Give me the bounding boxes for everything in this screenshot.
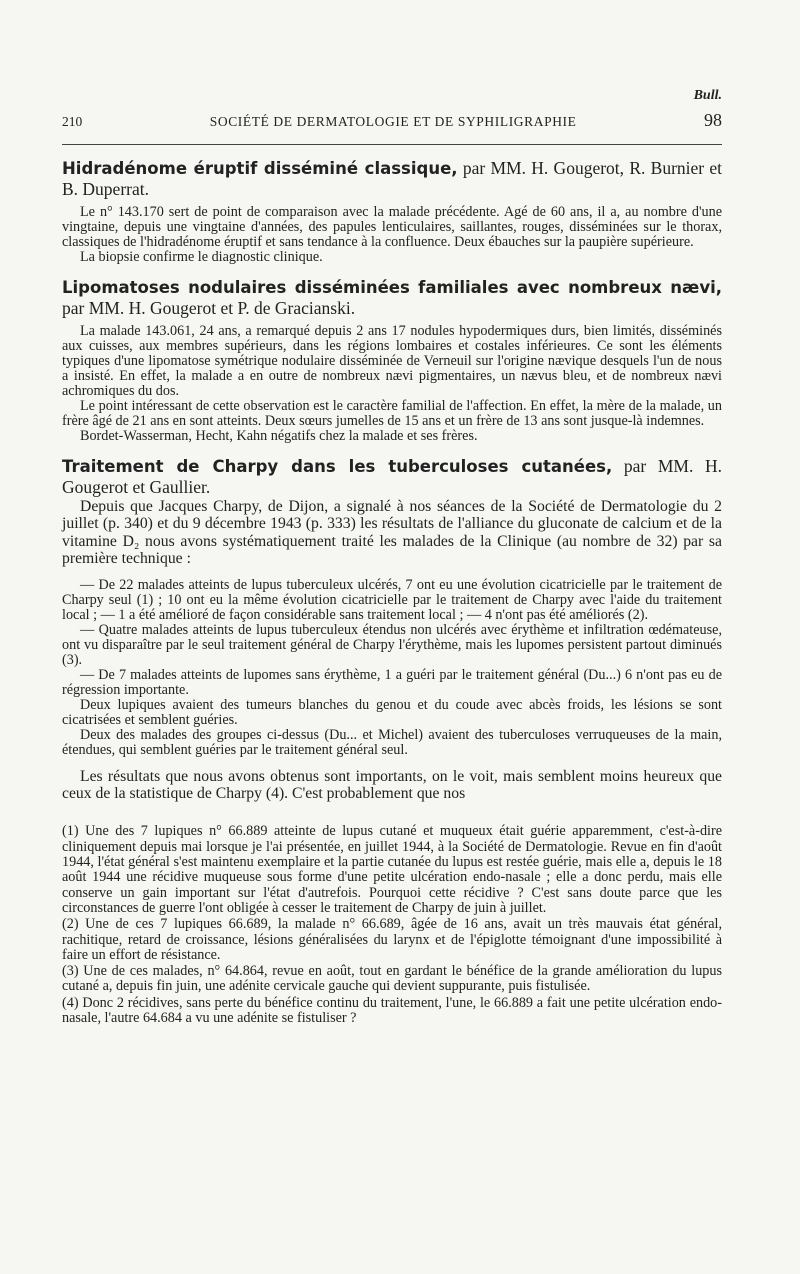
issue-number: 98 [703,110,722,130]
running-title: SOCIÉTÉ DE DERMATOLOGIE ET DE SYPHILIGRAPHIE [209,114,577,129]
result-item: — De 7 malades atteints de lupomes sans érythème, 1 a guéri par le traitement général (Du...) 6 n'ont pas eu de régression importante. [62,666,722,698]
section-authors: par MM. H. Gougerot, R. Burnier et B. Duperrat. [62,158,723,199]
section-title: Traitement de Charpy dans les tuberculoses cutanées, [62,457,613,476]
conclusion-block [62,768,722,803]
section-heading [62,277,722,319]
section-heading [62,456,722,498]
paragraph: Les résultats que nous avons obtenus sont importants, on le voit, mais semblent moins heureux que ceux de la statistique de Charpy (4). C'est probablement que nos [62,767,722,803]
footnote: (4) Donc 2 récidives, sans perte du bénéfice continu du traitement, l'une, le 66.889 a fait une petite ulcération endo-nasale, l'autre 64.684 a vu une adénite se fistuliser ? [62,994,722,1026]
results-block [62,578,722,758]
paragraph: La malade 143.061, 24 ans, a remarqué depuis 2 ans 17 nodules hypodermiques durs, bien limités, disséminés aux cuisses, aux membres supérieurs, dans les régions lombaires et costales inférieures. Ce sont les éléments typiques d'une lipomatose symétrique nodulaire disséminée de Verneuil sur l'origine nævique desquels l'un de nous a insisté. En effet, la malade a en outre de nombreux nævi pigmentaires, un nævus bleu, et de nombreux nævi achromiques du dos. [62,323,722,399]
running-head [62,110,722,132]
section-hidradenome [62,158,722,265]
header-rule [62,144,722,145]
section-title: Hidradénome éruptif disséminé classique, [62,159,458,178]
section-heading [62,158,722,200]
result-item: Deux lupiques avaient des tumeurs blanches du genou et du coude avec abcès froids, les lésions se sont cicatrisées et semblent guéries. [62,696,722,728]
corner-note: Bull. [693,88,722,103]
paragraph: Le point intéressant de cette observation est le caractère familial de l'affection. En effet, la mère de la malade, un frère âgé de 21 ans en sont atteints. Deux sœurs jumelles de 15 ans et un frère de 13 ans sont jusque-là indemnes. [62,398,722,429]
intro-block [62,498,722,568]
section-lipomatoses [62,277,722,444]
section-authors: par MM. H. Gougerot et P. de Gracianski. [62,298,356,318]
paragraph: La biopsie confirme le diagnostic clinique. [80,249,323,265]
paragraph: Bordet-Wasserman, Hecht, Kahn négatifs chez la malade et ses frères. [80,428,478,444]
section-title: Lipomatoses nodulaires disséminées familiales avec nombreux nævi, [62,278,722,297]
section-charpy [62,456,722,802]
footnotes [62,824,722,1026]
result-item: — De 22 malades atteints de lupus tuberculeux ulcérés, 7 ont eu une évolution cicatricielle par le traitement de Charpy seul (1) ; 10 ont eu la même évolution cicatricielle par le traitement de Charpy avec l'aide du traitement local ; — 1 a été amélioré de façon considérable sans traitement local ; — 4 n'ont pas été améliorés (2). [62,576,722,623]
section-authors: par MM. H. Gougerot et Gaullier. [62,456,723,497]
footnote: (2) Une de ces 7 lupiques 66.689, la malade n° 66.689, âgée de 16 ans, avait un très mauvais état général, rachitique, retard de croissance, lésions généralisées du larynx et de l'épiglotte témoignant d'une impossibilité à faire un effort de résistance. [62,916,722,963]
footnote: (3) Une de ces malades, n° 64.864, revue en août, tout en gardant le bénéfice de la grande amélioration du lupus cutané a, depuis fin juin, une adénite cervicale gauche qui devient suppurante, puis fistulisée. [62,963,722,995]
footnote: (1) Une des 7 lupiques n° 66.889 atteinte de lupus cutané et muqueux était guérie apparemment, c'est-à-dire cliniquement depuis mai lorsque je l'ai présentée, en juillet 1944, à la Société de Dermatologie. Revue en fin d'août 1944, l'état général s'est maintenu exemplaire et la partie cutanée du lupus est restée guérie, mais elle a, depuis le 18 août 1944 une récidive muqueuse sous forme d'une petite ulcération endo-nasale ; elle a donc perdu, mais elle conserve un gain important sur l'état d'autrefois. Pourquoi cette récidive ? C'est sans doute parce que les circonstances de guerre l'ont obligée à cesser le traitement de Charpy de juin à juillet. [62,823,722,916]
paragraph: Depuis que Jacques Charpy, de Dijon, a signalé à nos séances de la Société de Dermatologie du 2 juillet (p. 340) et du 9 décembre 1943 (p. 333) les résultats de l'alliance du gluconate de calcium et de la vitamine D₂ nous avons systématiquement traité les malades de la Clinique (au nombre de 32) par sa première technique : [62,498,722,568]
page-body [62,158,722,1027]
result-item: — Quatre malades atteints de lupus tuberculeux étendus non ulcérés avec érythème et infiltration œdémateuse, ont vu disparaître par le seul traitement général de Charpy l'érythème, mais les lupomes persistent partout diminués (3). [62,621,722,668]
paragraph: Le n° 143.170 sert de point de comparaison avec la malade précédente. Agé de 60 ans, il a, au nombre d'une vingtaine, depuis une vingtaine d'années, des papules lenticulaires, saillantes, rouges, disséminées sur le thorax, classiques de l'hidradénome éruptif et sans tendance à la confluence. Deux ébauches sur la paupière supérieure. [62,204,722,250]
page-number: 210 [62,114,83,129]
result-item: Deux des malades des groupes ci-dessus (Du... et Michel) avaient des tuberculoses verruqueuses de la main, étendues, qui semblent guéries par le traitement général seul. [62,726,722,758]
